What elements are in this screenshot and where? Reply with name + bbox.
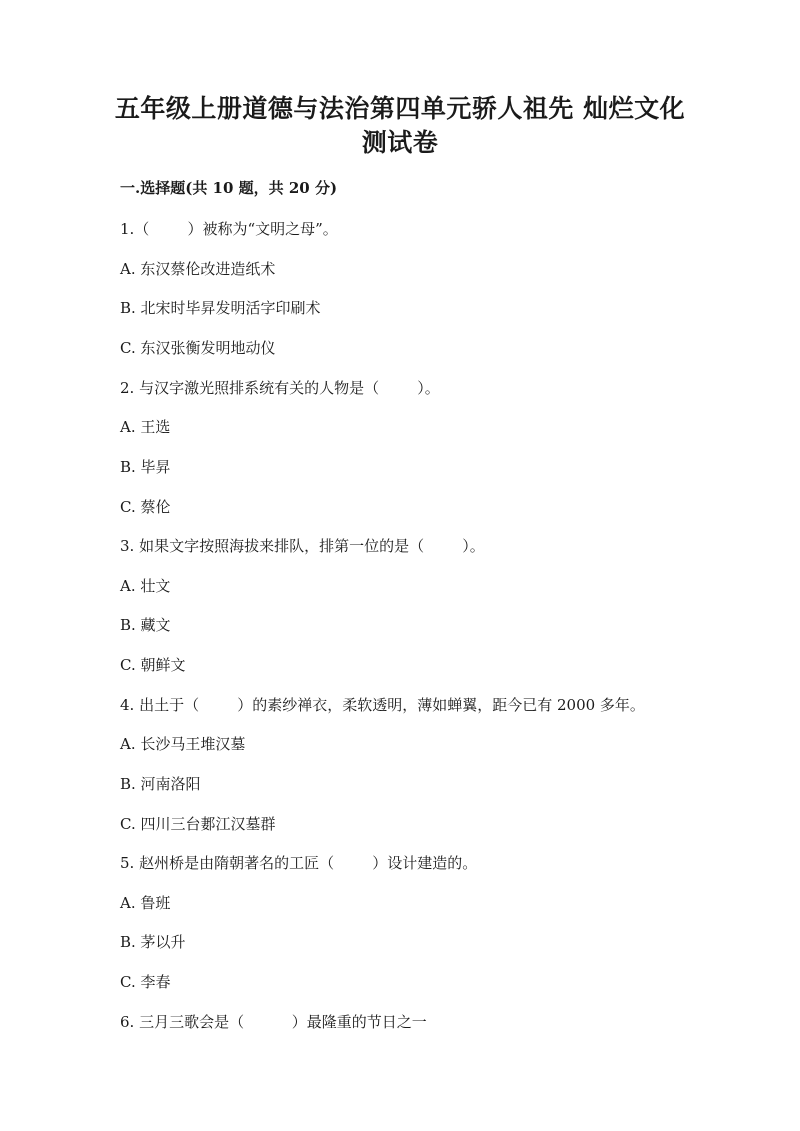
question-2-option-b: B. 毕昇 <box>120 458 171 476</box>
question-2-stem: 2. 与汉字激光照排系统有关的人物是（ ）。 <box>120 379 440 397</box>
question-3-stem: 3. 如果文字按照海拔来排队，排第一位的是（ ）。 <box>120 537 485 555</box>
question-3-option-c: C. 朝鲜文 <box>120 656 186 674</box>
question-1-option-c: C. 东汉张衡发明地动仪 <box>120 339 276 357</box>
question-5-option-c: C. 李春 <box>120 973 171 991</box>
question-1-option-b: B. 北宋时毕昇发明活字印刷术 <box>120 299 321 317</box>
page-title <box>0 92 800 160</box>
question-5-option-a: A. 鲁班 <box>120 894 171 912</box>
question-1-stem: 1.（ ）被称为“文明之母”。 <box>120 220 338 238</box>
title-line-2: 测试卷 <box>361 128 439 157</box>
question-4-option-c: C. 四川三台郪江汉墓群 <box>120 815 276 833</box>
question-4-option-b: B. 河南洛阳 <box>120 775 201 793</box>
question-3-option-b: B. 藏文 <box>120 616 171 634</box>
question-6-stem: 6. 三月三歌会是（ ）最隆重的节日之一 <box>120 1013 427 1031</box>
question-5-option-b: B. 茅以升 <box>120 933 186 951</box>
question-2-option-c: C. 蔡伦 <box>120 498 171 516</box>
question-4-stem: 4. 出土于（ ）的素纱禅衣，柔软透明，薄如蝉翼，距今已有 2000 多年。 <box>120 696 645 714</box>
section-heading: 一.选择题(共 10 题，共 20 分) <box>120 179 338 197</box>
question-5-stem: 5. 赵州桥是由隋朝著名的工匠（ ）设计建造的。 <box>120 854 478 872</box>
question-2-option-a: A. 王选 <box>120 418 171 436</box>
question-3-option-a: A. 壮文 <box>120 577 171 595</box>
question-4-option-a: A. 长沙马王堆汉墓 <box>120 735 246 753</box>
question-1-option-a: A. 东汉蔡伦改进造纸术 <box>120 260 276 278</box>
title-line-1: 五年级上册道德与法治第四单元骄人祖先 灿烂文化 <box>114 94 686 123</box>
